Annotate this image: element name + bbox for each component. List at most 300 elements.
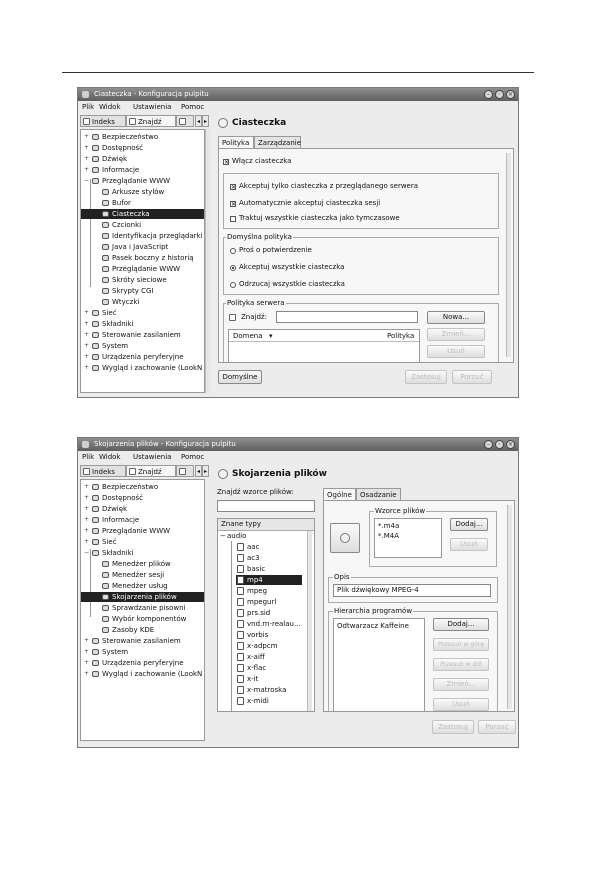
- speaker-icon: [92, 156, 99, 162]
- site-policy-group: [223, 299, 499, 363]
- accessibility-icon: [92, 145, 99, 151]
- description-title: Opis: [334, 573, 350, 581]
- info-icon: [92, 167, 99, 173]
- tree-item[interactable]: [81, 614, 205, 624]
- tab-help[interactable]: [176, 465, 194, 477]
- tree-item-label: Przeglądanie WWW: [102, 527, 171, 535]
- minimize-icon[interactable]: –: [484, 90, 493, 99]
- general-panel: [323, 500, 515, 712]
- patterns-group: [369, 507, 497, 567]
- tree-item-label: Urządzenia peryferyjne: [102, 659, 184, 667]
- tree-item[interactable]: [81, 526, 205, 536]
- tab-policy[interactable]: Polityka: [218, 136, 254, 149]
- tree-item-label: Wygląd i zachowanie (LookN: [102, 670, 203, 678]
- tab-search[interactable]: [126, 465, 176, 477]
- types-scrollbar[interactable]: [307, 531, 312, 711]
- tab-search[interactable]: [126, 115, 176, 127]
- type-item[interactable]: [236, 674, 302, 684]
- device-icon: [92, 660, 99, 666]
- expand-icon[interactable]: +: [84, 648, 90, 655]
- list-header-divider: [229, 341, 419, 342]
- lock-icon: [92, 484, 99, 490]
- find-input[interactable]: [276, 311, 418, 323]
- tree-item-label: Dostępność: [102, 494, 144, 502]
- component-icon: [92, 550, 99, 556]
- remove-pattern-button[interactable]: Usuń: [450, 538, 488, 551]
- reset-button[interactable]: Porzuć: [478, 720, 516, 734]
- tree-item[interactable]: [81, 352, 205, 362]
- tree-item-label: Dźwięk: [102, 505, 128, 513]
- option-label-1: Akceptuj tylko ciasteczka z przeglądanego serwera: [239, 182, 419, 190]
- type-item[interactable]: [236, 652, 302, 662]
- menu-bar: [78, 451, 518, 464]
- expand-icon[interactable]: +: [84, 637, 90, 644]
- move-down-button[interactable]: Przesuń w dół: [433, 658, 489, 671]
- policy-radio-2[interactable]: [230, 265, 236, 271]
- menu-settings[interactable]: Ustawienia: [133, 453, 172, 461]
- tree-item[interactable]: [81, 209, 205, 219]
- tree-item-label: Wygląd i zachowanie (LookN: [102, 364, 203, 372]
- tree-item[interactable]: [81, 515, 205, 525]
- globe-icon: [92, 178, 99, 184]
- find-pattern-input[interactable]: [217, 500, 315, 512]
- tree-item-label: Pasek boczny z historią: [112, 254, 194, 262]
- apps-group: [328, 607, 498, 712]
- tree-item-label: System: [102, 648, 129, 656]
- type-item[interactable]: [236, 641, 302, 651]
- cache-icon: [102, 200, 109, 206]
- file-assoc-icon: [102, 594, 109, 600]
- change-button[interactable]: Zmień...: [427, 328, 485, 341]
- edit-app-button[interactable]: Zmień...: [433, 678, 489, 691]
- font-icon: [102, 222, 109, 228]
- type-item[interactable]: [236, 553, 302, 563]
- app-icon: [82, 91, 89, 98]
- type-item[interactable]: [236, 597, 302, 607]
- reset-button[interactable]: Porzuć: [452, 370, 492, 384]
- audio-file-icon: [237, 653, 244, 661]
- find-pattern-label: Znajdź wzorce plików:: [217, 488, 294, 496]
- plugin-icon: [102, 299, 109, 305]
- option-checkbox-2[interactable]: ✕: [231, 201, 237, 208]
- tab-scroll-right[interactable]: ▸: [202, 465, 209, 477]
- speaker-icon: [92, 506, 99, 512]
- tab-scroll-left[interactable]: ◂: [195, 115, 202, 127]
- remove-app-button[interactable]: Usuń: [433, 698, 489, 711]
- appearance-icon: [92, 365, 99, 371]
- expand-icon[interactable]: +: [84, 516, 90, 523]
- expand-icon[interactable]: +: [84, 364, 90, 371]
- policy-radio-label-3: Odrzucaj wszystkie ciasteczka: [239, 280, 345, 288]
- tree-item[interactable]: [81, 198, 205, 208]
- policy-panel: [218, 148, 514, 363]
- tree-item-label: Przeglądanie WWW: [112, 265, 181, 273]
- type-item-label: mpegurl: [247, 598, 277, 606]
- expand-icon[interactable]: +: [84, 538, 90, 545]
- audio-file-icon: [237, 543, 244, 551]
- expand-icon[interactable]: +: [84, 527, 90, 534]
- add-pattern-button[interactable]: Dodaj...: [450, 518, 488, 531]
- title-bar[interactable]: [78, 438, 518, 451]
- collapse-icon[interactable]: −: [220, 532, 226, 540]
- expand-icon[interactable]: +: [84, 331, 90, 338]
- left-tabs: [80, 115, 214, 128]
- type-item-label: vnd.rn-realau...: [247, 620, 301, 628]
- tree-item[interactable]: [81, 154, 205, 164]
- clear-icon[interactable]: [229, 314, 236, 321]
- apply-button[interactable]: Zastosuj: [405, 370, 447, 384]
- menu-bar: [78, 101, 518, 114]
- tree-item-label: Bezpieczeństwo: [102, 483, 159, 491]
- close-icon[interactable]: ×: [507, 91, 514, 98]
- tree-item-label: Informacje: [102, 516, 140, 524]
- service-icon: [102, 583, 109, 589]
- cookie-icon: [102, 211, 109, 217]
- tree-item[interactable]: [81, 341, 205, 351]
- apply-button[interactable]: Zastosuj: [432, 720, 474, 734]
- page-title: Skojarzenia plików: [232, 469, 327, 479]
- type-item-label: basic: [247, 565, 266, 573]
- audio-file-icon: [237, 686, 244, 694]
- audio-file-icon: [237, 598, 244, 606]
- app-item-1[interactable]: Odtwarzacz Kaffeine: [337, 622, 409, 630]
- sort-icon: ▾: [269, 332, 273, 340]
- tree-item[interactable]: [81, 658, 205, 668]
- tree-item[interactable]: [81, 220, 205, 230]
- file-assoc-icon: [218, 469, 228, 479]
- component-select-icon: [102, 616, 109, 622]
- option-label-3: Traktuj wszystkie ciasteczka jako tymczasowe: [239, 214, 400, 222]
- types-root-label: audio: [227, 532, 247, 540]
- site-policy-list[interactable]: [228, 329, 420, 363]
- tree-item[interactable]: [81, 636, 205, 646]
- appearance-icon: [92, 671, 99, 677]
- panel-scrollbar[interactable]: [506, 153, 511, 357]
- policy-radio-3[interactable]: [230, 282, 236, 288]
- col-domain[interactable]: Domena: [233, 332, 263, 340]
- tab-embedding[interactable]: Osadzanie: [356, 488, 401, 500]
- enable-cookies-checkbox[interactable]: ✕: [224, 159, 230, 166]
- audio-file-icon: [237, 631, 244, 639]
- tree-item-label: Menedżer sesji: [112, 571, 165, 579]
- index-icon: [83, 468, 90, 475]
- tree-item[interactable]: [81, 165, 205, 175]
- tree-item[interactable]: [81, 330, 205, 340]
- type-item-label: x-it: [247, 675, 259, 683]
- expand-icon[interactable]: +: [84, 353, 90, 360]
- audio-file-icon: [237, 642, 244, 650]
- panel-scrollbar[interactable]: [507, 505, 512, 709]
- globe-icon: [92, 528, 99, 534]
- search-icon: [129, 118, 136, 125]
- minimize-icon[interactable]: –: [484, 440, 493, 449]
- type-item-label: x-flac: [247, 664, 267, 672]
- type-item[interactable]: [236, 564, 302, 574]
- expand-icon[interactable]: +: [84, 320, 90, 327]
- tree-item[interactable]: [81, 537, 205, 547]
- tree-item[interactable]: [81, 363, 205, 373]
- tree-item[interactable]: [81, 264, 205, 274]
- history-icon: [102, 255, 109, 261]
- tree-item[interactable]: [81, 286, 205, 296]
- tree-item[interactable]: [81, 297, 205, 307]
- default-policy-title: Domyślna polityka: [227, 233, 292, 241]
- expand-icon[interactable]: +: [84, 483, 90, 490]
- tree-item-label: Przeglądanie WWW: [102, 177, 171, 185]
- type-item[interactable]: [236, 619, 302, 629]
- menu-view[interactable]: Widok: [99, 453, 121, 461]
- collapse-icon[interactable]: −: [84, 549, 90, 556]
- expand-icon[interactable]: +: [84, 670, 90, 677]
- file-manager-icon: [102, 561, 109, 567]
- cookie-options-group: [223, 173, 499, 229]
- power-icon: [92, 332, 99, 338]
- tree-item-label: System: [102, 342, 129, 350]
- option-checkbox-3[interactable]: [230, 216, 236, 222]
- title-bar[interactable]: [78, 88, 518, 101]
- tree-item-label: Identyfikacja przeglądarki: [112, 232, 203, 240]
- maximize-icon[interactable]: ◦: [495, 90, 504, 99]
- window-title: Ciasteczka - Konfiguracja pulpitu: [94, 90, 209, 98]
- tree-item-label: Arkusze stylów: [112, 188, 165, 196]
- window-title: Skojarzenia plików - Konfiguracja pulpitu: [94, 440, 236, 448]
- collapse-icon[interactable]: −: [84, 177, 90, 184]
- tree-item-label: Czcionki: [112, 221, 142, 229]
- policy-radio-label-1: Proś o potwierdzenie: [239, 246, 312, 254]
- index-icon: [83, 118, 90, 125]
- tab-general[interactable]: Ogólne: [323, 488, 356, 501]
- audio-file-icon: [237, 620, 244, 628]
- audio-file-icon: [237, 587, 244, 595]
- system-icon: [92, 343, 99, 349]
- type-item[interactable]: [236, 542, 302, 552]
- tree-item[interactable]: [81, 275, 205, 285]
- tab-management[interactable]: Zarządzanie: [254, 136, 301, 148]
- tree-item-label: Sieć: [102, 538, 117, 546]
- menu-file[interactable]: Plik: [82, 453, 95, 461]
- tree-item[interactable]: [81, 669, 205, 679]
- tree-item[interactable]: [81, 603, 205, 613]
- tree-item[interactable]: [81, 308, 205, 318]
- tree-item-label: Wtyczki: [112, 298, 140, 306]
- cookies-window: [77, 87, 519, 398]
- tab-index-label: Indeks: [92, 468, 115, 476]
- module-tree: [80, 479, 205, 741]
- audio-file-icon: [237, 576, 244, 584]
- description-group: [328, 573, 498, 603]
- left-tabs: [80, 465, 214, 478]
- expand-icon[interactable]: +: [84, 659, 90, 666]
- find-label: Znajdź:: [241, 313, 267, 321]
- tab-search-label: Znajdź: [138, 468, 162, 476]
- tree-item-label: Sprawdzanie pisowni: [112, 604, 186, 612]
- session-icon: [102, 572, 109, 578]
- tree-item[interactable]: [81, 319, 205, 329]
- patterns-list[interactable]: [374, 518, 442, 558]
- tree-item-label: Zasoby KDE: [112, 626, 155, 634]
- close-icon[interactable]: ×: [507, 441, 514, 448]
- java-icon: [102, 244, 109, 250]
- tree-item[interactable]: [81, 504, 205, 514]
- tree-item[interactable]: [81, 176, 205, 186]
- tree-item-label: Składniki: [102, 549, 134, 557]
- known-types-tree[interactable]: [217, 518, 315, 712]
- expand-icon[interactable]: +: [84, 309, 90, 316]
- tree-item-label: Urządzenia peryferyjne: [102, 353, 184, 361]
- tab-scroll-left[interactable]: ◂: [195, 465, 202, 477]
- tree-item-label: Sterowanie zasilaniem: [102, 331, 181, 339]
- tree-item[interactable]: [81, 625, 205, 635]
- type-item[interactable]: [236, 696, 302, 706]
- search-icon: [129, 468, 136, 475]
- tab-help[interactable]: [176, 115, 194, 127]
- tree-item[interactable]: [81, 559, 205, 569]
- tree-item[interactable]: [81, 570, 205, 580]
- pattern-item-1[interactable]: *.m4a: [378, 522, 400, 530]
- tab-scroll-right[interactable]: ▸: [202, 115, 209, 127]
- expand-icon[interactable]: +: [84, 144, 90, 151]
- tab-search-label: Znajdź: [138, 118, 162, 126]
- delete-button[interactable]: Usuń: [427, 345, 485, 358]
- defaults-button[interactable]: Domyślne: [218, 370, 262, 384]
- type-item-label: prs.sid: [247, 609, 271, 617]
- tree-item-label: Bufor: [112, 199, 131, 207]
- menu-file[interactable]: Plik: [82, 103, 95, 111]
- type-item-label: x-aiff: [247, 653, 265, 661]
- file-assoc-window: [77, 437, 519, 748]
- type-item-label: mpeg: [247, 587, 268, 595]
- tree-item[interactable]: [81, 143, 205, 153]
- tree-item[interactable]: [81, 493, 205, 503]
- expand-icon[interactable]: +: [84, 342, 90, 349]
- col-policy[interactable]: Polityka: [387, 332, 415, 340]
- policy-radio-label-2: Akceptuj wszystkie ciasteczka: [239, 263, 345, 271]
- audio-file-icon: [237, 554, 244, 562]
- device-icon: [92, 354, 99, 360]
- stylesheet-icon: [102, 189, 109, 195]
- menu-help[interactable]: Pomoc: [181, 453, 205, 461]
- component-icon: [92, 321, 99, 327]
- tree-item-label: Menedżer plików: [112, 560, 171, 568]
- option-checkbox-1[interactable]: ✕: [231, 184, 237, 191]
- tab-index[interactable]: [80, 465, 126, 477]
- tree-item[interactable]: [81, 231, 205, 241]
- tree-item[interactable]: [81, 482, 205, 492]
- tree-item-label: Skróty sieciowe: [112, 276, 167, 284]
- menu-help[interactable]: Pomoc: [181, 103, 205, 111]
- enable-cookies-label: Włącz ciasteczka: [232, 157, 292, 165]
- type-item-label: x-midi: [247, 697, 269, 705]
- menu-settings[interactable]: Ustawienia: [133, 103, 172, 111]
- type-item[interactable]: [236, 586, 302, 596]
- tree-item-label: Skojarzenia plików: [112, 593, 177, 601]
- apps-list[interactable]: [333, 618, 425, 712]
- type-item[interactable]: [236, 685, 302, 695]
- tree-item[interactable]: [81, 647, 205, 657]
- move-up-button[interactable]: Przesuń w górę: [433, 638, 489, 651]
- types-root-row[interactable]: [218, 531, 303, 541]
- tree-item-label: Menedżer usług: [112, 582, 168, 590]
- network-icon: [92, 310, 99, 316]
- tree-item[interactable]: [81, 253, 205, 263]
- option-label-2: Automatycznie akceptuj ciasteczka sesji: [239, 199, 381, 207]
- patterns-title: Wzorce plików: [375, 507, 426, 515]
- add-app-button[interactable]: Dodaj...: [433, 618, 489, 631]
- type-item-label: aac: [247, 543, 260, 551]
- site-policy-title: Polityka serwera: [227, 299, 285, 307]
- maximize-icon[interactable]: ◦: [495, 440, 504, 449]
- expand-icon[interactable]: +: [84, 133, 90, 140]
- power-icon: [92, 638, 99, 644]
- cookie-icon: [218, 118, 228, 128]
- web-icon: [102, 266, 109, 272]
- tree-item-label: Sterowanie zasilaniem: [102, 637, 181, 645]
- audio-file-icon: [237, 675, 244, 683]
- help-icon: [179, 118, 186, 125]
- expand-icon[interactable]: +: [84, 166, 90, 173]
- default-policy-group: [223, 233, 499, 295]
- type-item[interactable]: [236, 608, 302, 618]
- expand-icon[interactable]: +: [84, 494, 90, 501]
- type-item[interactable]: [236, 630, 302, 640]
- tree-item-label: Ciasteczka: [112, 210, 150, 218]
- type-icon-button[interactable]: [330, 523, 360, 553]
- audio-file-icon: [237, 609, 244, 617]
- new-button[interactable]: Nowa...: [427, 311, 485, 324]
- type-item[interactable]: [236, 663, 302, 673]
- menu-view[interactable]: Widok: [99, 103, 121, 111]
- resources-icon: [102, 627, 109, 633]
- page-rule: [62, 72, 534, 73]
- app-icon: [82, 441, 89, 448]
- tree-item[interactable]: [81, 242, 205, 252]
- type-item-label: vorbis: [247, 631, 269, 639]
- tree-item-label: Skrypty CGI: [112, 287, 154, 295]
- tree-item-label: Dostępność: [102, 144, 144, 152]
- tab-index[interactable]: [80, 115, 126, 127]
- info-icon: [92, 517, 99, 523]
- policy-radio-1[interactable]: [230, 248, 236, 254]
- tree-item[interactable]: [81, 592, 205, 602]
- audio-file-icon: [237, 664, 244, 672]
- tree-item-label: Bezpieczeństwo: [102, 133, 159, 141]
- system-icon: [92, 649, 99, 655]
- tree-scrollbar[interactable]: [205, 129, 210, 393]
- description-input[interactable]: Plik dźwiękowy MPEG-4: [333, 584, 491, 597]
- types-tree-line: [231, 541, 232, 711]
- tab-index-label: Indeks: [92, 118, 115, 126]
- type-item[interactable]: [236, 575, 302, 585]
- id-icon: [102, 233, 109, 239]
- audio-file-icon: [237, 565, 244, 573]
- tree-item[interactable]: [81, 132, 205, 142]
- tree-item[interactable]: [81, 581, 205, 591]
- apps-title: Hierarchia programów: [334, 607, 413, 615]
- tree-item[interactable]: [81, 548, 205, 558]
- module-tree: [80, 129, 205, 393]
- lock-icon: [92, 134, 99, 140]
- shortcut-icon: [102, 277, 109, 283]
- type-item-label: mp4: [247, 576, 263, 584]
- tree-item-label: Składniki: [102, 320, 134, 328]
- expand-icon[interactable]: +: [84, 505, 90, 512]
- known-types-header: Znane typy: [218, 519, 314, 531]
- type-item-label: x-matroska: [247, 686, 287, 694]
- expand-icon[interactable]: +: [84, 155, 90, 162]
- pattern-item-2[interactable]: *.M4A: [378, 532, 400, 540]
- tree-item[interactable]: [81, 187, 205, 197]
- help-icon: [179, 468, 186, 475]
